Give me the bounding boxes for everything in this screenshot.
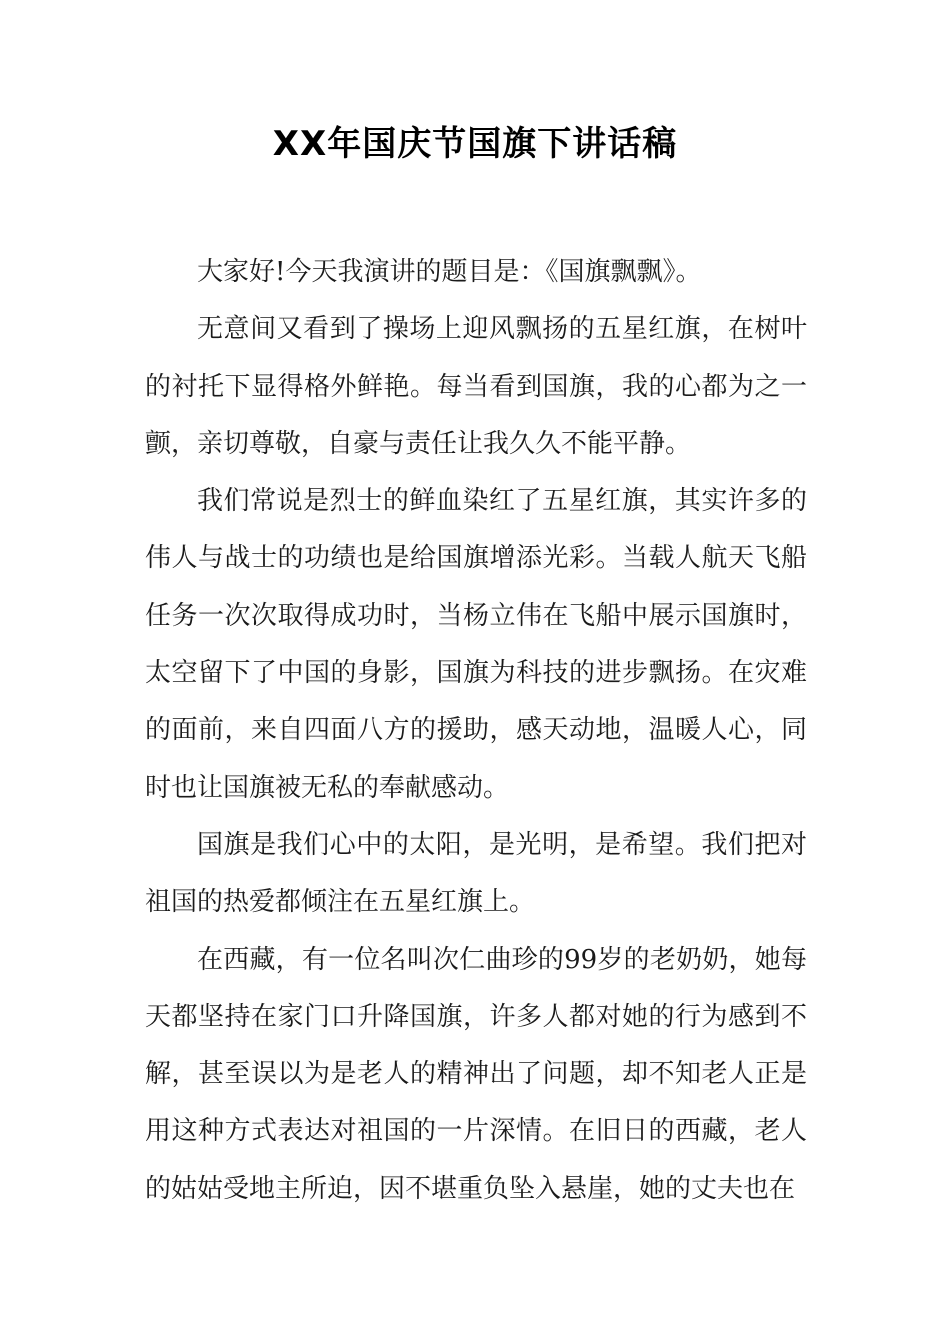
- document-body: [145, 244, 807, 1218]
- paragraph: 我们常说是烈士的鲜血染红了五星红旗，其实许多的伟人与战士的功绩也是给国旗增添光彩。当载人航天飞船任务一次次取得成功时，当杨立伟在飞船中展示国旗时，太空留下了中国的身影，国旗为科技的进步飘扬。在灾难的面前，来自四面八方的援助，感天动地，温暖人心，同时也让国旗被无私的奉献感动。: [145, 486, 807, 803]
- paragraph: 大家好!今天我演讲的题目是：《国旗飘飘》。: [197, 257, 702, 287]
- paragraph: 国旗是我们心中的太阳，是光明，是希望。我们把对祖国的热爱都倾注在五星红旗上。: [145, 829, 807, 918]
- document-title: XX年国庆节国旗下讲话稿: [272, 124, 678, 164]
- paragraph: 无意间又看到了操场上迎风飘扬的五星红旗，在树叶的衬托下显得格外鲜艳。每当看到国旗，我的心都为之一颤，亲切尊敬，自豪与责任让我久久不能平静。: [145, 314, 807, 459]
- paragraph: 在西藏，有一位名叫次仁曲珍的99岁的老奶奶，她每天都坚持在家门口升降国旗，许多人都对她的行为感到不解，甚至误以为是老人的精神出了问题，却不知老人正是用这种方式表达对祖国的一片深情。在旧日的西藏，老人的姑姑受地主所迫，因不堪重负坠入悬崖，她的丈夫也在: [145, 944, 807, 1204]
